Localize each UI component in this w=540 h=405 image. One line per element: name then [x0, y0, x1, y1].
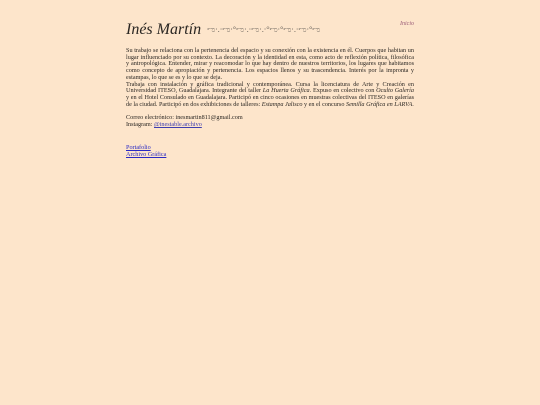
gallery-name: Oculto Galería [376, 87, 414, 95]
links-section [126, 144, 414, 158]
archive-link[interactable]: Archivo Gráfica [126, 151, 167, 159]
header [126, 18, 414, 44]
email-line: Correo electrónico: inesmartin811@gmail.com [126, 114, 243, 122]
exhibition-name: Estampa Jalisco [261, 100, 303, 108]
bio-text: y en el Hotel Consulado en Guadalajara. Participó en cinco ocasiones en muestras colectivas del ITESO en galerías de la ciudad. Participó en dos exhibiciones de talleres: [126, 93, 414, 108]
instagram-label: Instagram: [126, 121, 155, 129]
bio-text: y en el concurso [302, 100, 346, 108]
taller-name: La Huerta Gráfica [262, 87, 310, 95]
site-title: Inés Martín [126, 21, 202, 38]
page-content [126, 18, 414, 158]
nav-home-link[interactable]: Inicio [400, 21, 414, 27]
bio-section [126, 48, 414, 108]
portfolio-link[interactable]: Portafolio [126, 144, 151, 152]
bio-paragraph-1: Su trabajo se relaciona con la pertenencia del espacio y su conexión con la existencia en él. Cuerpos que habitan un lugar influenciado por su contexto. La decoración y la identidad en esta, como acto de reflexión política, filosófica y antropológica. Entender, mirar y reacomodar lo que hay dentro de nuestros territorios, los lugares que habitamos como concepto de apropiación y pertenencia. Los espacios llenos y su trascendencia. Interés por la impronta y estampas, lo que se es y lo que se deja. [126, 47, 414, 81]
bio-text: Trabaja con instalación y gráfica tradicional y contemporánea. Cursa la licenciatura de Arte y Creación en Universidad ITESO, Guadalajara. Integrante del taller [126, 80, 414, 95]
bio-paragraph-2 [126, 82, 414, 109]
contest-name: Semilla Gráfica en LARVA [345, 100, 413, 108]
contact-section [126, 114, 414, 128]
instagram-line [126, 121, 414, 128]
bio-text: . [412, 100, 414, 108]
instagram-link[interactable]: @inestable.archivo [154, 121, 202, 129]
bio-text: . Expuso en colectivo con [309, 87, 377, 95]
decorative-ornament: ಌ·.·ಌ·°ಌ·.·ಌ·.·°ಌ·°ಌ·.·ಌ·°ಌ [207, 24, 321, 34]
